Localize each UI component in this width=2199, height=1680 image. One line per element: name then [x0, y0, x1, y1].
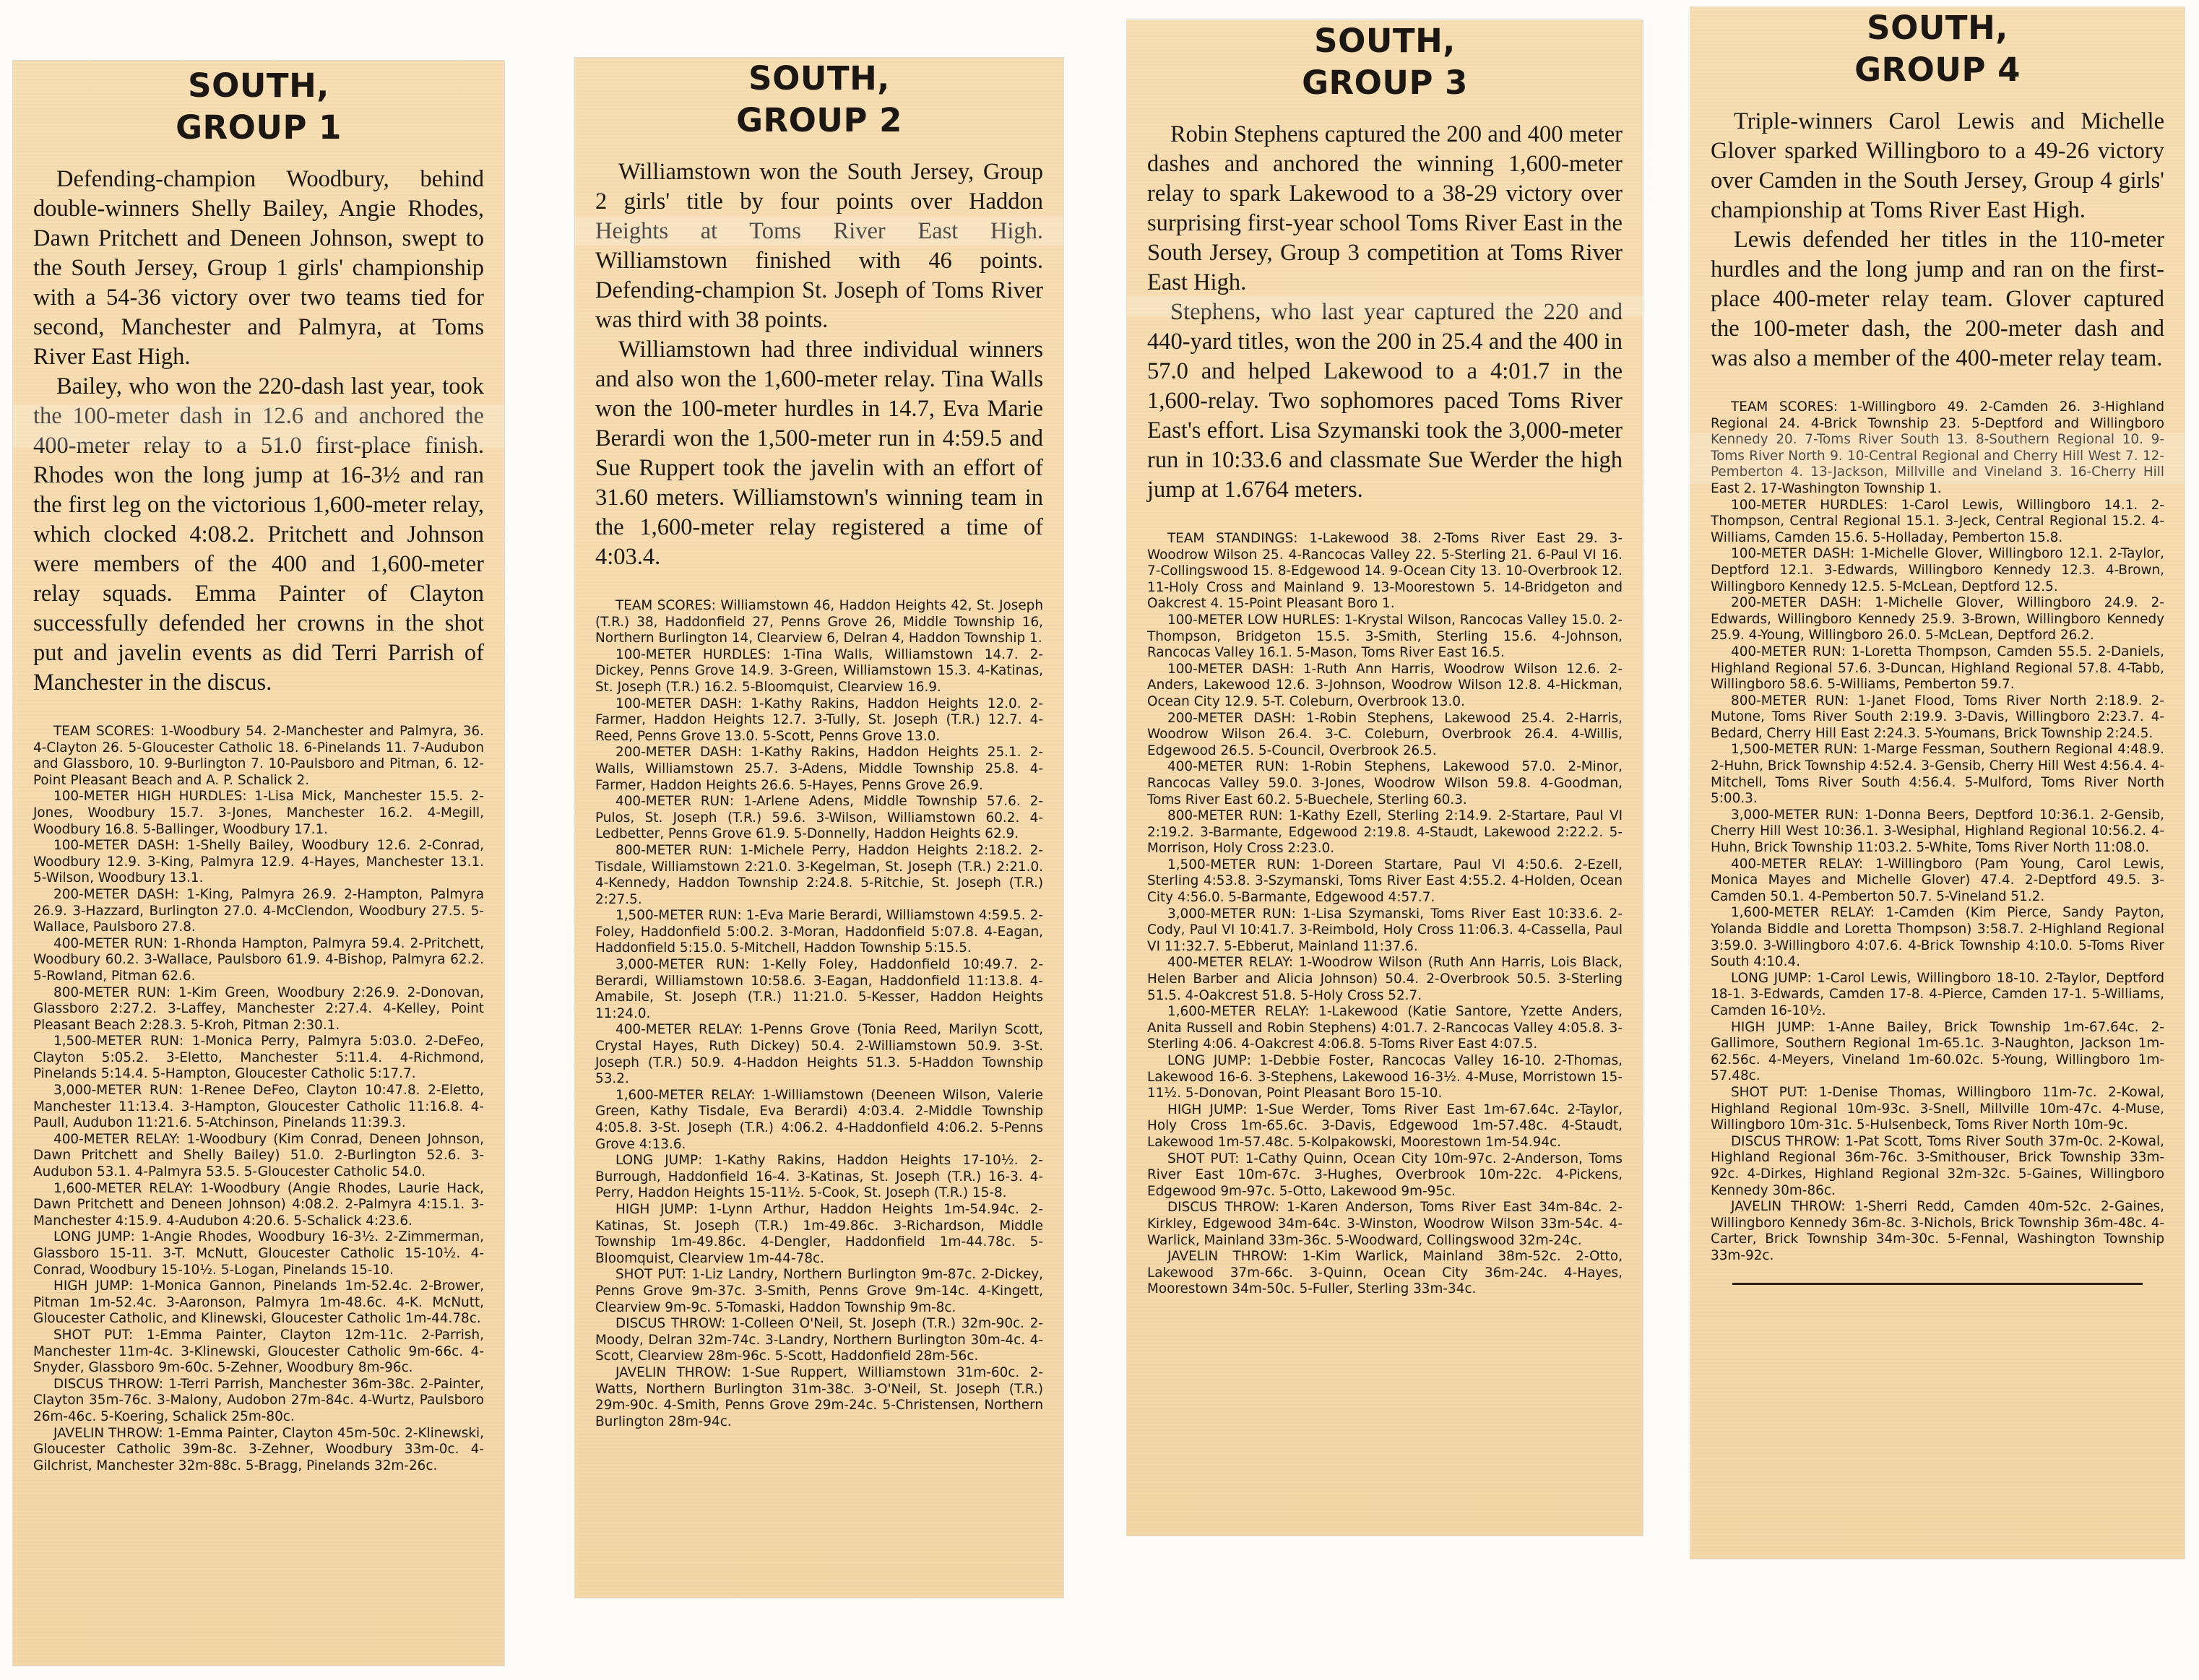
- results-paragraph: 200-METER DASH: 1-Robin Stephens, Lakewood 25.4. 2-Harris, Woodrow Wilson 26.4. 3-C. Coleburn, Overbrook 26.4. 4-Willis, Edgewood 26.5. 5-Council, Overbrook 26.5.: [1147, 710, 1623, 758]
- results-paragraph: 400-METER RELAY: 1-Woodbury (Kim Conrad, Deneen Johnson, Dawn Pritchett and Shelly Bailey) 51.0. 2-Burlington 52.6. 3-Audubon 53.1. 4-Palmyra 53.5. 5-Gloucester Catholic 54.0.: [33, 1131, 484, 1180]
- results-paragraph: 400-METER RUN: 1-Loretta Thompson, Camden 55.5. 2-Daniels, Highland Regional 57.6. 3-Duncan, Highland Regional 57.8. 4-Tabb, Willingboro 58.6. 5-Williams, Pemberton 59.7.: [1711, 644, 2164, 693]
- lead-paragraph: Robin Stephens captured the 200 and 400 meter dashes and anchored the winning 1,600-meter relay to spark Lakewood to a 38-29 victory over surprising first-year school Toms River East in the South Jersey, Group 3 competition at Toms River East High.: [1147, 121, 1623, 295]
- results-paragraph: DISCUS THROW: 1-Colleen O'Neil, St. Joseph (T.R.) 32m-90c. 2-Moody, Delran 32m-74c. 3-Landry, Northern Burlington 30m-4c. 4-Scott, Clearview 28m-96c. 5-Scott, Haddonfield 28m-56c.: [595, 1316, 1043, 1364]
- results-paragraph: 800-METER RUN: 1-Janet Flood, Toms River North 2:18.9. 2-Mutone, Toms River South 2:19.9. 3-Davis, Willingboro 2:23.7. 4-Bedard, Cherry Hill East 2:24.3. 5-Youmans, Brick Township 2:24.5.: [1711, 693, 2164, 741]
- lead-paragraph: Defending-champion Woodbury, behind double-winners Shelly Bailey, Angie Rhodes, Dawn Pritchett and Deneen Johnson, swept to the South Jersey, Group 1 girls' championship with a 54-36 victory over two teams tied for second, Manchester and Palmyra, at Toms River East High.: [33, 166, 484, 370]
- results-paragraph: 100-METER HIGH HURDLES: 1-Lisa Mick, Manchester 15.5. 2-Jones, Woodbury 15.7. 3-Jones, Manchester 16.2. 4-Megill, Woodbury 16.8. 5-Ballinger, Woodbury 17.1.: [33, 789, 484, 837]
- results-paragraph: 200-METER DASH: 1-King, Palmyra 26.9. 2-Hampton, Palmyra 26.9. 3-Hazzard, Burlington 27.0. 4-McClendon, Woodbury 27.5. 5-Wallace, Paulsboro 27.8.: [33, 886, 484, 935]
- results-paragraph: 800-METER RUN: 1-Michele Perry, Haddon Heights 2:18.2. 2-Tisdale, Williamstown 2:21.0. 3-Kegelman, St. Joseph (T.R.) 2:21.0. 4-Kennedy, Haddon Township 2:24.8. 5-Ritchie, St. Joseph (T.R.) 2:27.5.: [595, 842, 1043, 907]
- results-paragraph: 800-METER RUN: 1-Kim Green, Woodbury 2:26.9. 2-Donovan, Glassboro 2:27.2. 3-Laffey, Manchester 2:27.4. 4-Kelley, Point Pleasant Beach 2:28.3. 5-Kroh, Pitman 2:30.1.: [33, 984, 484, 1033]
- headline-line-1: SOUTH,: [1867, 9, 2008, 47]
- results-paragraph: 3,000-METER RUN: 1-Kelly Foley, Haddonfield 10:49.7. 2-Berardi, Williamstown 10:58.6. 3-Eagan, Haddonfield 11:13.8. 4-Amabile, St. Joseph (T.R.) 11:21.0. 5-Kesser, Haddon Heights 11:24.0.: [595, 957, 1043, 1021]
- results-paragraph: 100-METER LOW HURLES: 1-Krystal Wilson, Rancocas Valley 15.0. 2-Thompson, Bridgeton 15.5. 3-Smith, Sterling 15.6. 4-Johnson, Rancocas Valley 16.1. 5-Mason, Toms River East 16.5.: [1147, 612, 1623, 661]
- results-paragraph: 1,600-METER RELAY: 1-Woodbury (Angie Rhodes, Laurie Hack, Dawn Pritchett and Deneen Johnson) 4:08.2. 2-Palmyra 4:15.1. 3-Manchester 4:15.9. 4-Audubon 4:20.6. 5-Schalick 4:23.6.: [33, 1180, 484, 1229]
- lead-paragraph: Williamstown had three individual winners and also won the 1,600-meter relay. Tina Walls won the 100-meter hurdles in 14.7, Eva Marie Berardi won the 1,500-meter run in 4:59.5 and Sue Ruppert took the javelin with an effort of 31.60 meters. Williamstown's winning team in the 1,600-meter relay registered a time of 4:03.4.: [595, 337, 1043, 570]
- results-paragraph: LONG JUMP: 1-Debbie Foster, Rancocas Valley 16-10. 2-Thomas, Lakewood 16-6. 3-Stephens, Lakewood 16-3½. 4-Muse, Morristown 15-11½. 5-Donovan, Point Pleasant Boro 15-10.: [1147, 1053, 1623, 1101]
- headline-line-1: SOUTH,: [748, 59, 890, 98]
- results-paragraph: 1,600-METER RELAY: 1-Camden (Kim Pierce, Sandy Payton, Yolanda Biddle and Loretta Thompson) 3:58.7. 2-Highland Regional 3:59.0. 3-Willingboro 4:07.6. 4-Brick Township 4:10.0. 5-Toms River South 4:10.4.: [1711, 905, 2164, 970]
- clipping-group-2: [575, 58, 1063, 1598]
- results-paragraph: DISCUS THROW: 1-Pat Scott, Toms River South 37m-0c. 2-Kowal, Highland Regional 36m-76c. 3-Smithouser, Brick Township 33m-92c. 4-Dirkes, Highland Regional 32m-32c. 5-Gaines, Willingboro Kennedy 30m-86c.: [1711, 1133, 2164, 1198]
- results-paragraph: JAVELIN THROW: 1-Sherri Redd, Camden 40m-52c. 2-Gaines, Willingboro Kennedy 36m-8c. 3-Nichols, Brick Township 36m-48c. 4-Carter, Brick Township 34m-30c. 5-Fennal, Washington Township 33m-92c.: [1711, 1199, 2164, 1263]
- results-paragraph: 200-METER DASH: 1-Kathy Rakins, Haddon Heights 25.1. 2-Walls, Williamstown 25.7. 3-Adens, Middle Township 25.8. 4-Farmer, Haddon Heights 26.6. 5-Hayes, Penns Grove 26.9.: [595, 745, 1043, 793]
- results-paragraph: 100-METER DASH: 1-Kathy Rakins, Haddon Heights 12.0. 2-Farmer, Haddon Heights 12.7. 3-Tully, St. Joseph (T.R.) 12.7. 4-Reed, Penns Grove 13.0. 5-Scott, Penns Grove 13.0.: [595, 696, 1043, 744]
- results-paragraph: SHOT PUT: 1-Cathy Quinn, Ocean City 10m-97c. 2-Anderson, Toms River East 10m-67c. 3-Hughes, Overbrook 10m-22c. 4-Pickens, Edgewood 9m-97c. 5-Otto, Lakewood 9m-95c.: [1147, 1151, 1623, 1199]
- results-paragraph: 400-METER RUN: 1-Robin Stephens, Lakewood 57.0. 2-Minor, Rancocas Valley 59.0. 3-Jones, Woodrow Wilson 59.8. 4-Goodman, Toms River East 60.2. 5-Buechele, Sterling 60.3.: [1147, 759, 1623, 807]
- results-paragraph: LONG JUMP: 1-Angie Rhodes, Woodbury 16-3½. 2-Zimmerman, Glassboro 15-11. 3-T. McNutt, Gloucester Catholic 15-10½. 4-Conrad, Woodbury 15-10½. 5-Logan, Pinelands 15-10.: [33, 1229, 484, 1278]
- results-paragraph: 400-METER RELAY: 1-Penns Grove (Tonia Reed, Marilyn Scott, Crystal Hayes, Ruth Dickey) 50.4. 2-Williamstown 50.9. 3-St. Joseph (T.R.) 50.9. 4-Haddon Heights 51.3. 5-Haddon Township 53.2.: [595, 1022, 1043, 1087]
- results-paragraph: 100-METER HURDLES: 1-Tina Walls, Williamstown 14.7. 2-Dickey, Penns Grove 14.9. 3-Green, Williamstown 15.3. 4-Katinas, St. Joseph (T.R.) 16.2. 5-Bloomquist, Clearview 16.9.: [595, 646, 1043, 695]
- results-paragraph: 100-METER HURDLES: 1-Carol Lewis, Willingboro 14.1. 2-Thompson, Central Regional 15.1. 3-Jeck, Central Regional 15.2. 4-Williams, Camden 15.6. 5-Holladay, Pemberton 15.8.: [1711, 497, 2164, 545]
- results-paragraph: HIGH JUMP: 1-Sue Werder, Toms River East 1m-67.64c. 2-Taylor, Holy Cross 1m-65.6c. 3-Davis, Edgewood 1m-57.48c. 4-Staudt, Lakewood 1m-57.48c. 5-Kolpakowski, Moorestown 1m-54.94c.: [1147, 1101, 1623, 1150]
- clipping-group-1: [13, 61, 504, 1666]
- results-paragraph: SHOT PUT: 1-Emma Painter, Clayton 12m-11c. 2-Parrish, Manchester 11m-4c. 3-Klinewski, Gloucester Catholic 9m-66c. 4-Snyder, Glassboro 9m-60c. 5-Zehner, Woodbury 8m-96c.: [33, 1327, 484, 1376]
- results-paragraph: LONG JUMP: 1-Kathy Rakins, Haddon Heights 17-10½. 2-Burrough, Haddonfield 16-4. 3-Katinas, St. Joseph (T.R.) 16-3. 4-Perry, Haddon Heights 15-11½. 5-Cook, St. Joseph (T.R.) 15-8.: [595, 1153, 1043, 1201]
- results-paragraph: JAVELIN THROW: 1-Sue Ruppert, Williamstown 31m-60c. 2-Watts, Northern Burlington 31m-38c. 3-O'Neil, St. Joseph (T.R.) 29m-90c. 4-Smith, Penns Grove 29m-24c. 5-Christensen, Northern Burlington 28m-94c.: [595, 1364, 1043, 1429]
- results-paragraph: 1,500-METER RUN: 1-Eva Marie Berardi, Williamstown 4:59.5. 2-Foley, Haddonfield 5:00.2. 3-Moran, Haddonfield 5:07.8. 4-Eagan, Haddonfield 5:15.0. 5-Mitchell, Haddon Township 5:15.5.: [595, 908, 1043, 956]
- clipping-group-3: [1127, 20, 1643, 1536]
- results-paragraph: DISCUS THROW: 1-Karen Anderson, Toms River East 34m-84c. 2-Kirkley, Edgewood 34m-64c. 3-Winston, Woodrow Wilson 33m-54c. 4-Warlick, Mainland 33m-36c. 5-Woodward, Collingswood 32m-24c.: [1147, 1200, 1623, 1248]
- results-paragraph: TEAM SCORES: 1-Woodbury 54. 2-Manchester and Palmyra, 36. 4-Clayton 26. 5-Gloucester Catholic 18. 6-Pinelands 11. 7-Audubon and Glassboro, 10. 9-Burlington 7. 10-Paulsboro and Pitman, 6. 12-Point Pleasant Beach and A. P. Schalick 2.: [33, 724, 484, 788]
- results-paragraph: 800-METER RUN: 1-Kathy Ezell, Sterling 2:14.9. 2-Startare, Paul VI 2:19.2. 3-Barmante, Edgewood 2:19.8. 4-Staudt, Lakewood 2:22.2. 5-Morrison, Holy Cross 2:23.0.: [1147, 808, 1623, 857]
- clipping-headline: [595, 58, 1043, 142]
- lead-paragraph: Stephens, who last year captured the 220 and 440-yard titles, won the 200 in 25.4 and the 400 in 57.0 and helped Lakewood to a 4:01.7 in the 1,600-relay. Two sophomores paced Toms River East's effort. Lisa Szymanski took the 3,000-meter run in 10:33.6 and classmate Sue Werder the high jump at 1.6764 meters.: [1147, 299, 1623, 503]
- results-paragraph: 400-METER RELAY: 1-Willingboro (Pam Young, Carol Lewis, Monica Mayes and Michelle Glover) 47.4. 2-Deptford 49.5. 3-Camden 50.1. 4-Pemberton 50.7. 5-Vineland 51.2.: [1711, 856, 2164, 904]
- results-paragraph: TEAM SCORES: 1-Willingboro 49. 2-Camden 26. 3-Highland Regional 24. 4-Brick Township 23. 5-Deptford and Willingboro Kennedy 20. 7-Toms River South 13. 8-Southern Regional 10. 9-Toms River North 9. 10-Central Regional and Cherry Hill West 7. 12-Pemberton 4. 13-Jackson, Millville and Vineland 3. 16-Cherry Hill East 2. 17-Washington Township 1.: [1711, 399, 2164, 496]
- end-rule: [1732, 1283, 2143, 1285]
- headline-line-1: SOUTH,: [1314, 22, 1456, 60]
- lead-paragraph: Bailey, who won the 220-dash last year, took the 100-meter dash in 12.6 and anchored the 400-meter relay to a 51.0 first-place finish. Rhodes won the long jump at 16-3½ and ran the first leg on the victorious 1,600-meter relay, which clocked 4:08.2. Pritchett and Johnson were members of the 400 and 1,600-meter relay squads. Emma Painter of Clayton successfully defended her crowns in the shot put and javelin events as did Terri Parrish of Manchester in the discus.: [33, 373, 484, 696]
- results-paragraph: SHOT PUT: 1-Denise Thomas, Willingboro 11m-7c. 2-Kowal, Highland Regional 10m-93c. 3-Snell, Millville 10m-47c. 4-Muse, Willingboro 10m-31c. 5-Hulsenbeck, Toms River North 10m-9c.: [1711, 1084, 2164, 1133]
- results-paragraph: 400-METER RUN: 1-Rhonda Hampton, Palmyra 59.4. 2-Pritchett, Woodbury 60.2. 3-Wallace, Paulsboro 61.9. 4-Bishop, Palmyra 62.2. 5-Rowland, Pitman 62.6.: [33, 935, 484, 984]
- headline-line-2: GROUP 3: [1302, 64, 1468, 102]
- results-paragraph: SHOT PUT: 1-Liz Landry, Northern Burlington 9m-87c. 2-Dickey, Penns Grove 9m-37c. 3-Smith, Penns Grove 9m-14c. 4-Kingett, Clearview 9m-9c. 5-Tomaski, Haddon Township 9m-8c.: [595, 1267, 1043, 1315]
- headline-line-2: GROUP 1: [176, 108, 342, 147]
- results-paragraph: 3,000-METER RUN: 1-Lisa Szymanski, Toms River East 10:33.6. 2-Cody, Paul VI 10:41.7. 3-Reimbold, Holy Cross 11:06.3. 4-Cassella, Paul VI 11:32.7. 5-Ebberut, Mainland 11:37.6.: [1147, 906, 1623, 954]
- results-paragraph: LONG JUMP: 1-Carol Lewis, Willingboro 18-10. 2-Taylor, Deptford 18-1. 3-Edwards, Camden 17-8. 4-Pierce, Camden 17-1. 5-Williams, Camden 16-10½.: [1711, 970, 2164, 1018]
- results-paragraph: 100-METER DASH: 1-Shelly Bailey, Woodbury 12.6. 2-Conrad, Woodbury 12.9. 3-King, Palmyra 12.9. 4-Hayes, Manchester 13.1. 5-Wilson, Woodbury 13.1.: [33, 838, 484, 886]
- results-paragraph: 200-METER DASH: 1-Michelle Glover, Willingboro 24.9. 2-Edwards, Willingboro Kennedy 25.9. 3-Brown, Willingboro Kennedy 25.9. 4-Young, Willingboro 26.0. 5-McLean, Deptford 26.2.: [1711, 595, 2164, 644]
- results-paragraph: 100-METER DASH: 1-Ruth Ann Harris, Woodrow Wilson 12.6. 2-Anders, Lakewood 12.6. 3-Johnson, Woodrow Wilson 12.8. 4-Hickman, Ocean City 12.9. 5-T. Coleburn, Overbrook 13.0.: [1147, 661, 1623, 709]
- lead-paragraph: Lewis defended her titles in the 110-meter hurdles and the long jump and ran on the first-place 400-meter relay team. Glover captured the 100-meter dash, the 200-meter dash and was also a member of the 400-meter relay team.: [1711, 227, 2164, 371]
- clipping-headline: [1711, 7, 2164, 91]
- results-paragraph: 1,600-METER RELAY: 1-Williamstown (Deeneen Wilson, Valerie Green, Kathy Tisdale, Eva Berardi) 4:03.4. 2-Middle Township 4:05.8. 3-St. Joseph (T.R.) 4:06.2. 4-Haddonfield 4:06.2. 5-Penns Grove 4:13.6.: [595, 1087, 1043, 1152]
- results-paragraph: JAVELIN THROW: 1-Emma Painter, Clayton 45m-50c. 2-Klinewski, Gloucester Catholic 39m-8c. 3-Zehner, Woodbury 33m-0c. 4-Gilchrist, Manchester 32m-88c. 5-Bragg, Pinelands 32m-26c.: [33, 1425, 484, 1473]
- lead-paragraph: Williamstown won the South Jersey, Group 2 girls' title by four points over Haddon Heights at Toms River East High. Williamstown finished with 46 points. Defending-champion St. Joseph of Toms River was third with 38 points.: [595, 159, 1043, 333]
- results-paragraph: HIGH JUMP: 1-Anne Bailey, Brick Township 1m-67.64c. 2-Gallimore, Southern Regional 1m-65.1c. 3-Naughton, Jackson 1m-62.56c. 4-Meyers, Vineland 1m-60.02c. 5-Young, Willingboro 1m-57.48c.: [1711, 1019, 2164, 1084]
- results-paragraph: 400-METER RELAY: 1-Woodrow Wilson (Ruth Ann Harris, Lois Black, Helen Barber and Alicia Johnson) 50.4. 2-Overbrook 50.5. 3-Sterling 51.5. 4-Oakcrest 51.8. 5-Holy Cross 52.7.: [1147, 955, 1623, 1003]
- results-paragraph: 1,600-METER RELAY: 1-Lakewood (Katie Santore, Yzette Anders, Anita Russell and Robin Stephens) 4:01.7. 2-Rancocas Valley 4:05.8. 3-Sterling 4:06. 4-Oakcrest 4:06.8. 5-Toms River East 4:07.5.: [1147, 1004, 1623, 1052]
- results-paragraph: JAVELIN THROW: 1-Kim Warlick, Mainland 38m-52c. 2-Otto, Lakewood 37m-66c. 3-Quinn, Ocean City 36m-24c. 4-Hayes, Moorestown 34m-50c. 5-Fuller, Sterling 33m-34c.: [1147, 1249, 1623, 1297]
- results-paragraph: 1,500-METER RUN: 1-Marge Fessman, Southern Regional 4:48.9. 2-Huhn, Brick Township 4:52.4. 3-Gensib, Cherry Hill West 4:56.4. 4-Mitchell, Toms River South 4:56.4. 5-Mulford, Toms River North 5:00.3.: [1711, 742, 2164, 807]
- results-paragraph: 100-METER DASH: 1-Michelle Glover, Willingboro 12.1. 2-Taylor, Deptford 12.1. 3-Edwards, Willingboro Kennedy 12.3. 4-Brown, Willingboro Kennedy 12.5. 5-McLean, Deptford 12.5.: [1711, 546, 2164, 594]
- results-paragraph: HIGH JUMP: 1-Lynn Arthur, Haddon Heights 1m-54.94c. 2-Katinas, St. Joseph (T.R.) 1m-49.86c. 3-Richardson, Middle Township 1m-49.86c. 4-Dengler, Haddonfield 1m-44.78c. 5-Bloomquist, Clearview 1m-44-78c.: [595, 1201, 1043, 1266]
- results-paragraph: 3,000-METER RUN: 1-Renee DeFeo, Clayton 10:47.8. 2-Eletto, Manchester 11:13.4. 3-Hampton, Gloucester Catholic 11:16.8. 4-Paull, Audubon 11:21.6. 5-Atchinson, Pinelands 11:39.3.: [33, 1083, 484, 1131]
- lead-paragraph: Triple-winners Carol Lewis and Michelle Glover sparked Willingboro to a 49-26 victory over Camden in the South Jersey, Group 4 girls' championship at Toms River East High.: [1711, 108, 2164, 223]
- headline-line-1: SOUTH,: [188, 66, 329, 105]
- headline-line-2: GROUP 4: [1854, 51, 2021, 89]
- results-paragraph: DISCUS THROW: 1-Terri Parrish, Manchester 36m-38c. 2-Painter, Clayton 35m-76c. 3-Malony, Audobon 27m-84c. 4-Wurtz, Paulsboro 26m-46c. 5-Koering, Schalick 25m-80c.: [33, 1376, 484, 1424]
- results-paragraph: HIGH JUMP: 1-Monica Gannon, Pinelands 1m-52.4c. 2-Brower, Pitman 1m-52.4c. 3-Aaronson, Palmyra 1m-48.6c. 4-K. McNutt, Gloucester Catholic, and Klinewski, Gloucester Catholic 1m-44.78c.: [33, 1278, 484, 1327]
- clipping-headline: [1147, 20, 1623, 104]
- headline-line-2: GROUP 2: [736, 101, 902, 139]
- results-paragraph: TEAM SCORES: Williamstown 46, Haddon Heights 42, St. Joseph (T.R.) 38, Haddonfield 27, Penns Grove 26, Middle Township 16, Northern Burlington 14, Clearview 6, Delran 4, Haddon Township 1.: [595, 598, 1043, 646]
- results-paragraph: 1,500-METER RUN: 1-Doreen Startare, Paul VI 4:50.6. 2-Ezell, Sterling 4:53.8. 3-Szymanski, Toms River East 4:55.2. 4-Holden, Ocean City 4:56.0. 5-Barmante, Edgewood 4:57.7.: [1147, 857, 1623, 906]
- results-paragraph: 400-METER RUN: 1-Arlene Adens, Middle Township 57.6. 2-Pulos, St. Joseph (T.R.) 59.6. 3-Wilson, Williamstown 60.2. 4-Ledbetter, Penns Grove 61.9. 5-Donnelly, Haddon Heights 62.9.: [595, 794, 1043, 842]
- results-paragraph: 3,000-METER RUN: 1-Donna Beers, Deptford 10:36.1. 2-Gensib, Cherry Hill West 10:36.1. 3-Wesiphal, Highland Regional 10:56.2. 4-Huhn, Brick Township 11:03.2. 5-White, Toms River North 11:08.0.: [1711, 807, 2164, 856]
- clipping-headline: [33, 65, 484, 149]
- clipping-group-4: [1690, 7, 2185, 1559]
- results-paragraph: TEAM STANDINGS: 1-Lakewood 38. 2-Toms River East 29. 3-Woodrow Wilson 25. 4-Rancocas Valley 22. 5-Sterling 21. 6-Paul VI 16. 7-Collingswood 15. 8-Edgewood 14. 9-Ocean City 13. 10-Overbrook 12. 11-Holy Cross and Mainland 9. 13-Moorestown 5. 14-Bridgeton and Oakcrest 4. 15-Point Pleasant Boro 1.: [1147, 531, 1623, 612]
- results-paragraph: 1,500-METER RUN: 1-Monica Perry, Palmyra 5:03.0. 2-DeFeo, Clayton 5:05.2. 3-Eletto, Manchester 5:11.4. 4-Richmond, Pinelands 5:14.4. 5-Hampton, Gloucester Catholic 5:17.7.: [33, 1034, 484, 1082]
